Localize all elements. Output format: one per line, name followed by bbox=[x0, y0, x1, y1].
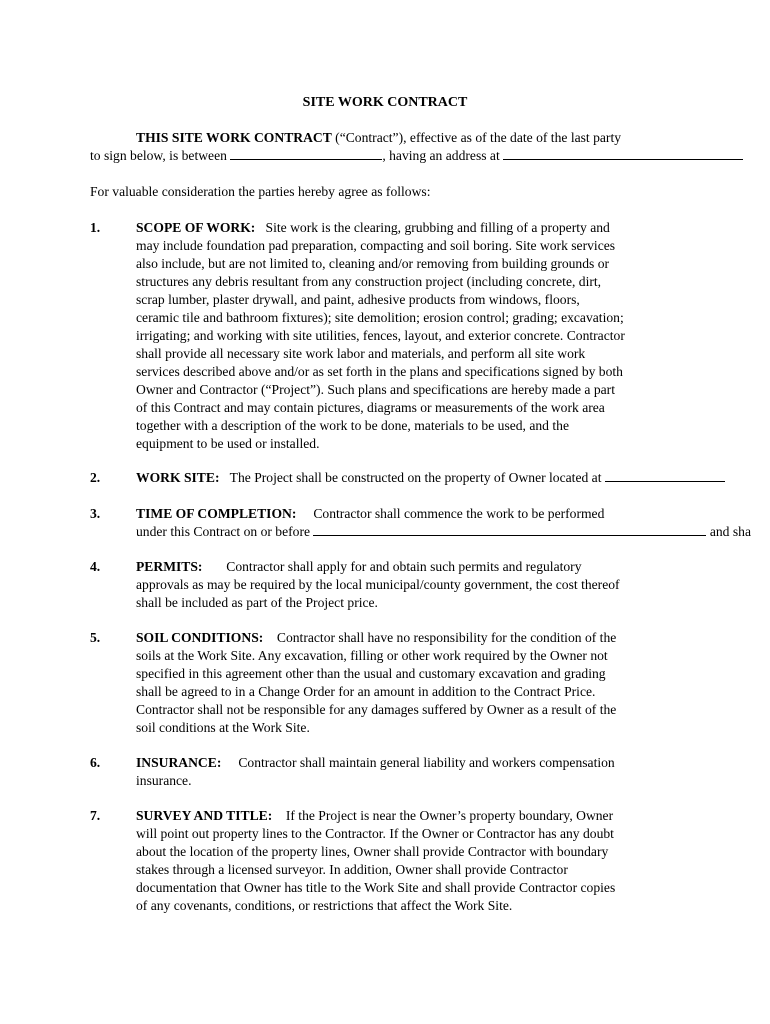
section-7-line: stakes through a licensed surveyor. In addition, Owner shall provide Contractor bbox=[136, 862, 568, 877]
section-6-number: 6. bbox=[90, 755, 101, 770]
intro-line-2 bbox=[90, 147, 743, 165]
section-3-text: Contractor shall commence the work to be performed bbox=[313, 506, 605, 521]
section-5-line: Contractor shall have no responsibility for the condition of the bbox=[276, 630, 617, 645]
section-1-line: of this Contract and may contain pictures, diagrams or measurements of the work area bbox=[136, 400, 605, 415]
section-5-body bbox=[136, 629, 616, 737]
section-6-line: Contractor shall maintain general liability and workers compensation bbox=[238, 755, 615, 770]
section-4-line: Contractor shall apply for and obtain such permits and regulatory bbox=[226, 559, 582, 574]
intro-between-text: to sign below, is between bbox=[90, 148, 231, 163]
intro-line-1 bbox=[136, 129, 621, 147]
section-5-line: soil conditions at the Work Site. bbox=[136, 720, 310, 735]
section-3-heading: TIME OF COMPLETION: bbox=[136, 506, 297, 521]
party-name-blank[interactable] bbox=[230, 147, 382, 160]
section-1-line: together with a description of the work to be done, materials to be used, and the bbox=[136, 418, 569, 433]
section-1-line: Owner and Contractor (“Project”). Such plans and specifications are hereby made a part bbox=[136, 382, 615, 397]
section-1-line: irrigating; and working with site utilities, fences, layout, and exterior concrete. Contractor bbox=[136, 328, 625, 343]
section-5-line: specified in this agreement other than the usual and customary excavation and grading bbox=[136, 666, 606, 681]
section-7-line: documentation that Owner has title to the Work Site and shall provide Contractor copies bbox=[136, 880, 616, 895]
section-4-line: approvals as may be required by the local municipal/county government, the cost thereof bbox=[136, 577, 620, 592]
section-1-body bbox=[136, 219, 625, 453]
section-1-line: ceramic tile and bathroom fixtures); site demolition; erosion control; grading; excavation; bbox=[136, 310, 624, 325]
section-1-line: services described above and/or as set forth in the plans and specifications signed by both bbox=[136, 364, 623, 379]
section-1-line: Site work is the clearing, grubbing and filling of a property and bbox=[265, 220, 610, 235]
section-2-body bbox=[136, 469, 725, 487]
address-blank[interactable] bbox=[503, 147, 743, 160]
section-3-line2-tail: and sha bbox=[706, 524, 751, 539]
intro-address-text: , having an address at bbox=[382, 148, 504, 163]
work-site-location-blank[interactable] bbox=[605, 469, 725, 482]
section-4-body bbox=[136, 558, 620, 612]
intro-lead-bold: THIS SITE WORK CONTRACT bbox=[136, 130, 332, 145]
section-2-number: 2. bbox=[90, 470, 101, 485]
section-4-line: shall be included as part of the Project price. bbox=[136, 595, 378, 610]
section-5-line: Contractor shall not be responsible for any damages suffered by Owner as a result of the bbox=[136, 702, 617, 717]
section-1-line: may include foundation pad preparation, compacting and soil boring. Site work services bbox=[136, 238, 616, 253]
section-5-number: 5. bbox=[90, 630, 101, 645]
section-3-number: 3. bbox=[90, 506, 101, 521]
section-5-heading: SOIL CONDITIONS: bbox=[136, 630, 264, 645]
section-7-number: 7. bbox=[90, 808, 101, 823]
section-1-line: shall provide all necessary site work labor and materials, and perform all site work bbox=[136, 346, 586, 361]
section-2-heading: WORK SITE: bbox=[136, 470, 220, 485]
section-4-number: 4. bbox=[90, 559, 101, 574]
section-5-line: soils at the Work Site. Any excavation, filling or other work required by the Owner not bbox=[136, 648, 608, 663]
document-title: SITE WORK CONTRACT bbox=[302, 95, 468, 110]
section-6-heading: INSURANCE: bbox=[136, 755, 222, 770]
section-7-line: about the location of the property lines, Owner shall provide Contractor with boundary bbox=[136, 844, 609, 859]
section-7-line: If the Project is near the Owner’s property boundary, Owner bbox=[285, 808, 614, 823]
section-1-line: also include, but are not limited to, cleaning and/or removing from building grounds or bbox=[136, 256, 610, 271]
section-2-text: The Project shall be constructed on the property of Owner located at bbox=[229, 470, 605, 485]
section-1-line: scrap lumber, plaster drywall, and paint, adhesive products from windows, floors, bbox=[136, 292, 580, 307]
section-6-line: insurance. bbox=[136, 773, 192, 788]
section-4-heading: PERMITS: bbox=[136, 559, 203, 574]
section-7-line: will point out property lines to the Contractor. If the Owner or Contractor has any doubt bbox=[136, 826, 614, 841]
section-7-line: of any covenants, conditions, or restrictions that affect the Work Site. bbox=[136, 898, 513, 913]
section-3-body bbox=[136, 505, 751, 541]
completion-date-blank[interactable] bbox=[313, 523, 706, 536]
section-1-heading: SCOPE OF WORK: bbox=[136, 220, 256, 235]
intro-lead-rest: (“Contract”), effective as of the date of the last party bbox=[331, 130, 622, 145]
section-1-number: 1. bbox=[90, 220, 101, 235]
section-6-body bbox=[136, 754, 615, 790]
consideration-text: For valuable consideration the parties hereby agree as follows: bbox=[90, 184, 431, 199]
section-7-body bbox=[136, 807, 615, 915]
section-5-line: shall be agreed to in a Change Order for an amount in addition to the Contract Price. bbox=[136, 684, 596, 699]
section-1-line: structures any debris resultant from any construction project (including concrete, dirt, bbox=[136, 274, 602, 289]
section-1-line: equipment to be used or installed. bbox=[136, 436, 320, 451]
section-3-line2-text: under this Contract on or before bbox=[136, 524, 314, 539]
section-7-heading: SURVEY AND TITLE: bbox=[136, 808, 273, 823]
